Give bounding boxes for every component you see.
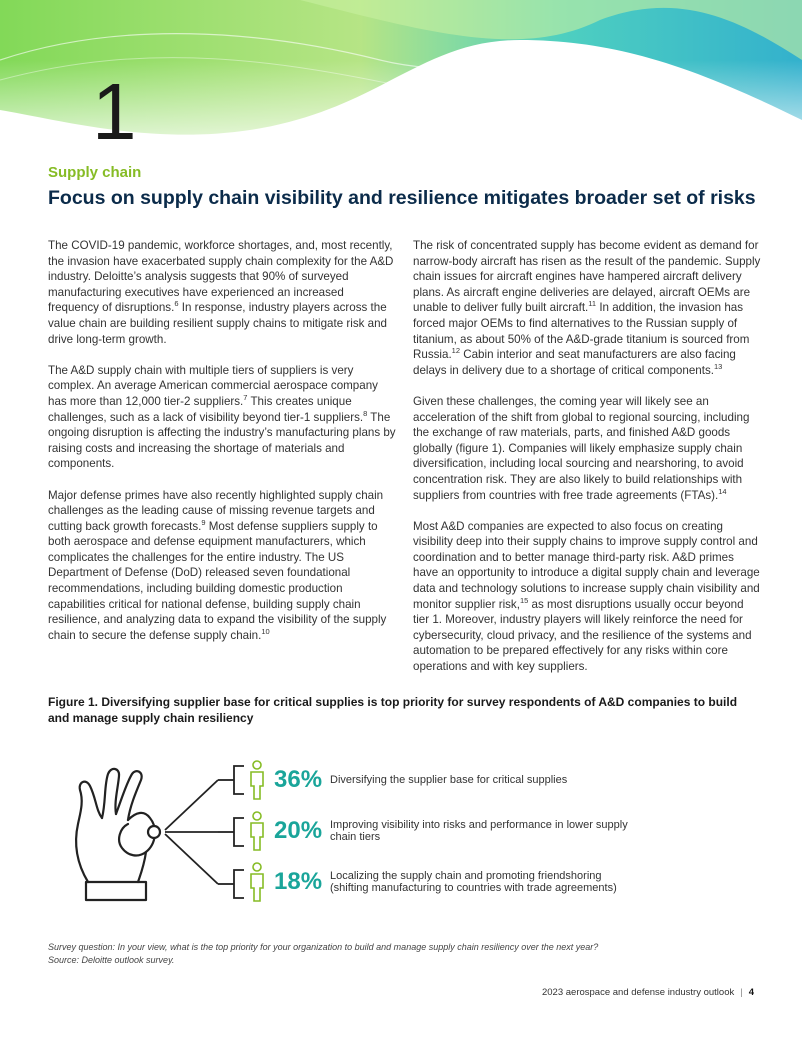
stat-percent: 20% — [274, 817, 323, 844]
figure-notes — [48, 941, 598, 967]
stat-label: Diversifying the supplier base for critical supplies — [330, 773, 568, 786]
page-footer — [542, 987, 754, 998]
page-title: Focus on supply chain visibility and resilience mitigates broader set of risks — [48, 187, 756, 209]
footnote-ref: 14 — [718, 486, 727, 496]
body-column-right — [413, 238, 761, 690]
footnote-ref: 12 — [451, 346, 461, 356]
footnote-ref: 10 — [261, 626, 270, 636]
person-icon — [248, 862, 266, 902]
body-paragraph: The A&D supply chain with multiple tiers of suppliers is very complex. An average American commercial aerospace company has more than 12,000 tier-2 suppliers.$^7$ This creates unique challenges, such as a lack of visibility beyond tier-1 suppliers.$^8$ The ongoing disruption is affecting the industry’s manufacturing plans by raising costs and increasing the shortage of materials and components. — [48, 363, 396, 471]
body-paragraph: Major defense primes have also recently highlighted supply chain challenges as the leading cause of missing revenue targets and cutting back growth forecasts.$^9$ Most defense suppliers supply to both aerospace and defense equipment manufacturers, which complicates the challenges for the entire industry. The US Department of Defense (DoD) released seven foundational recommendations, including building domestic production capabilities critical for national defense, building supply chain resilience, and analyzing data to expand the visibility of the supply chain to secure the defense supply chain.$^{10}$ — [48, 488, 387, 642]
person-icon — [248, 760, 266, 800]
body-paragraph: The risk of concentrated supply has become evident as demand for narrow-body aircraft has risen as the result of the pandemic. Supply chain issues for aircraft engines have hampered aircraft delivery plans. As aircraft engine deliveries are delayed, aircraft OEMs are unable to deliver fully built aircraft.$^{11}$ In addition, the invasion has forced major OEMs to find alternatives to the Russian supply of titanium, as about 50% of the A&D-grade titanium is sourced from Russia.$^{12}$ Cabin interior and seat manufacturers are also facing delays in delivery due to a shortage of critical components.$^{13}$ — [413, 239, 761, 377]
body-paragraph: Most A&D companies are expected to also focus on creating visibility deep into their supply chains to improve supply control and coordination and to better manage third-party risk. A&D primes have an opportunity to introduce a digital supply chain and leverage data and technology solutions to increase supply chain visibility and monitor supplier risk,$^{15}$ as most disruptions usually occur beyond tier 1. Moreover, industry players will likely reinforce the need for cybersecurity, cloud privacy, and the resilience of the systems and automation to be prepared effectively for any risks within core operations and with key suppliers. — [413, 519, 760, 674]
footnote-ref: 7 — [243, 393, 248, 403]
footer-separator: | — [740, 987, 743, 998]
stat-row — [248, 808, 630, 854]
stat-percent: 36% — [274, 766, 323, 793]
stat-label: Localizing the supply chain and promoting friendshoring (shifting manufacturing to countries with trade agreements) — [330, 869, 617, 894]
section-label: Supply chain — [48, 164, 142, 181]
body-column-left — [48, 238, 396, 659]
footnote-ref: 8 — [363, 408, 368, 418]
body-paragraph: Given these challenges, the coming year will likely see an acceleration of the shift from global to regional sourcing, including the exchange of raw materials, parts, and finished A&D goods globally (figure 1). Companies will likely emphasize supply chain diversification, including local sourcing and nearshoring, to avoid concentration risk. They are also likely to build relationships with suppliers from countries with free trade agreements (FTAs).$^{14}$ — [413, 394, 750, 502]
footnote-ref: 6 — [174, 299, 179, 309]
person-icon — [248, 811, 266, 851]
survey-question: Survey question: In your view, what is the top priority for your organization to build and manage supply chain resiliency over the next year? — [48, 942, 599, 952]
stat-label: Improving visibility into risks and performance in lower supply chain tiers — [330, 818, 628, 843]
stat-row — [248, 757, 630, 803]
figure-source: Source: Deloitte outlook survey. — [48, 955, 175, 965]
page-number: 4 — [748, 987, 754, 998]
footnote-ref: 15 — [519, 595, 529, 605]
body-paragraph: The COVID-19 pandemic, workforce shortages, and, most recently, the invasion have exacerbated supply chain complexity for the A&D industry. Deloitte’s analysis suggests that 90% of surveyed manufacturing executives have experienced an increased frequency of disruptions.$^6$ In response, industry players across the value chain are building resilient supply chains to mitigate risk and drive long-term growth. — [48, 239, 394, 346]
footnote-ref: 13 — [713, 361, 723, 371]
stat-row — [248, 859, 630, 905]
footnote-ref: 9 — [201, 517, 206, 527]
chapter-number: 1 — [92, 67, 137, 156]
publication-title: 2023 aerospace and defense industry outlook — [541, 987, 735, 998]
figure-caption: Figure 1. Diversifying supplier base for critical supplies is top priority for survey respondents of A&D companies to build and manage supply chain resiliency — [48, 695, 738, 725]
stat-percent: 18% — [274, 868, 323, 895]
footnote-ref: 11 — [588, 299, 597, 309]
